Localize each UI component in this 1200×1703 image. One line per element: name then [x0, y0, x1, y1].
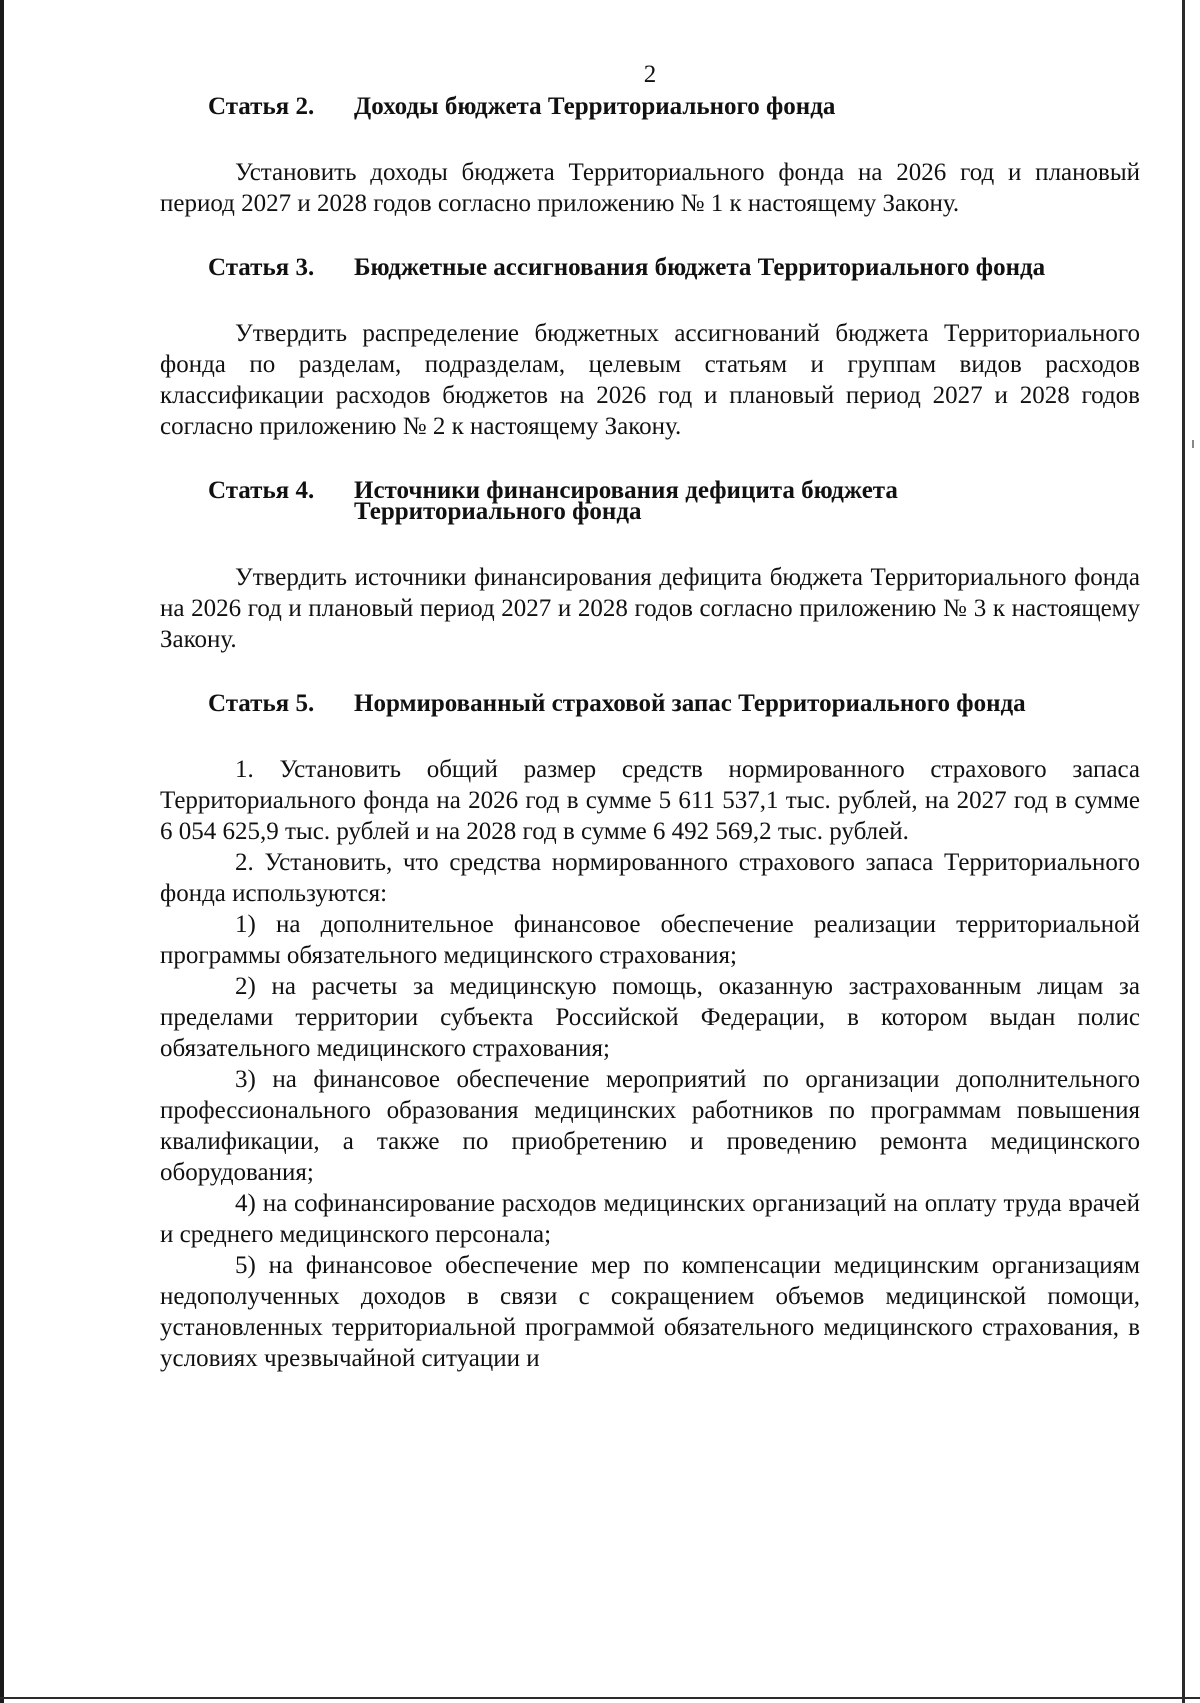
- article-2-heading: [208, 93, 1140, 120]
- article-5-item-3: 3) на финансовое обеспечение мероприятий по организации дополнительного профессионального образования медицинских работников по программам повышения квалификации, а также по приобретению и проведению ремонта медицинского оборудования;: [160, 1066, 1140, 1186]
- article-4-body: [160, 562, 1140, 655]
- article-2-paragraph-1: Установить доходы бюджета Территориального фонда на 2026 год и плановый период 2027 и 2028 годов согласно приложению № 1 к настоящему Закону.: [160, 159, 1140, 217]
- article-4-title: Источники финансирования дефицита бюджета Территориального фонда: [354, 477, 898, 525]
- document-page: [160, 60, 1140, 1374]
- scan-speck: [1192, 440, 1194, 448]
- article-2-number: Статья 2.: [208, 93, 315, 120]
- article-5-heading: [208, 690, 1140, 717]
- article-5-item-2: 2) на расчеты за медицинскую помощь, оказанную застрахованным лицам за пределами территории субъекта Российской Федерации, в котором выдан полис обязательного медицинского страхования;: [160, 973, 1140, 1062]
- article-4-number: Статья 4.: [208, 477, 315, 504]
- article-3-heading: [208, 254, 1140, 281]
- page-number: 2: [643, 61, 657, 88]
- article-5-title: Нормированный страховой запас Территориального фонда: [354, 690, 1026, 717]
- article-2-title: Доходы бюджета Территориального фонда: [354, 93, 836, 120]
- scan-left-border: [0, 0, 4, 1703]
- scan-right-border: [1182, 0, 1185, 1703]
- article-4-paragraph-1: Утвердить источники финансирования дефицита бюджета Территориального фонда на 2026 год и плановый период 2027 и 2028 годов согласно приложению № 3 к настоящему Закону.: [160, 564, 1140, 653]
- article-4-heading: [208, 477, 1140, 525]
- article-5-body: [160, 754, 1140, 1374]
- article-5-number: Статья 5.: [208, 690, 315, 717]
- article-3-paragraph-1: Утвердить распределение бюджетных ассигнований бюджета Территориального фонда по разделам, подразделам, целевым статьям и группам видов расходов классификации расходов бюджетов на 2026 год и плановый период 2027 и 2028 годов согласно приложению № 2 к настоящему Закону.: [160, 320, 1140, 440]
- scan-bottom-border: [0, 1697, 1200, 1699]
- article-5-item-1: 1) на дополнительное финансовое обеспечение реализации территориальной программы обязательного медицинского страхования;: [160, 911, 1140, 969]
- article-5-item-5: 5) на финансовое обеспечение мер по компенсации медицинским организациям недополученных доходов в связи с сокращением объемов медицинской помощи, установленных территориальной программой обязательного медицинского страхования, в условиях чрезвычайной ситуации и: [160, 1252, 1140, 1372]
- article-5-paragraph-1: 1. Установить общий размер средств нормированного страхового запаса Территориального фонда на 2026 год в сумме 5 611 537,1 тыс. рублей, на 2027 год в сумме 6 054 625,9 тыс. рублей и на 2028 год в сумме 6 492 569,2 тыс. рублей.: [160, 756, 1140, 845]
- article-3-body: [160, 318, 1140, 442]
- article-3-number: Статья 3.: [208, 254, 315, 281]
- article-2-body: [160, 157, 1140, 219]
- article-5-item-4: 4) на софинансирование расходов медицинских организаций на оплату труда врачей и среднего медицинского персонала;: [160, 1190, 1140, 1248]
- article-3-title: Бюджетные ассигнования бюджета Территориального фонда: [354, 254, 1046, 281]
- article-5-paragraph-2: 2. Установить, что средства нормированного страхового запаса Территориального фонда используются:: [160, 849, 1140, 907]
